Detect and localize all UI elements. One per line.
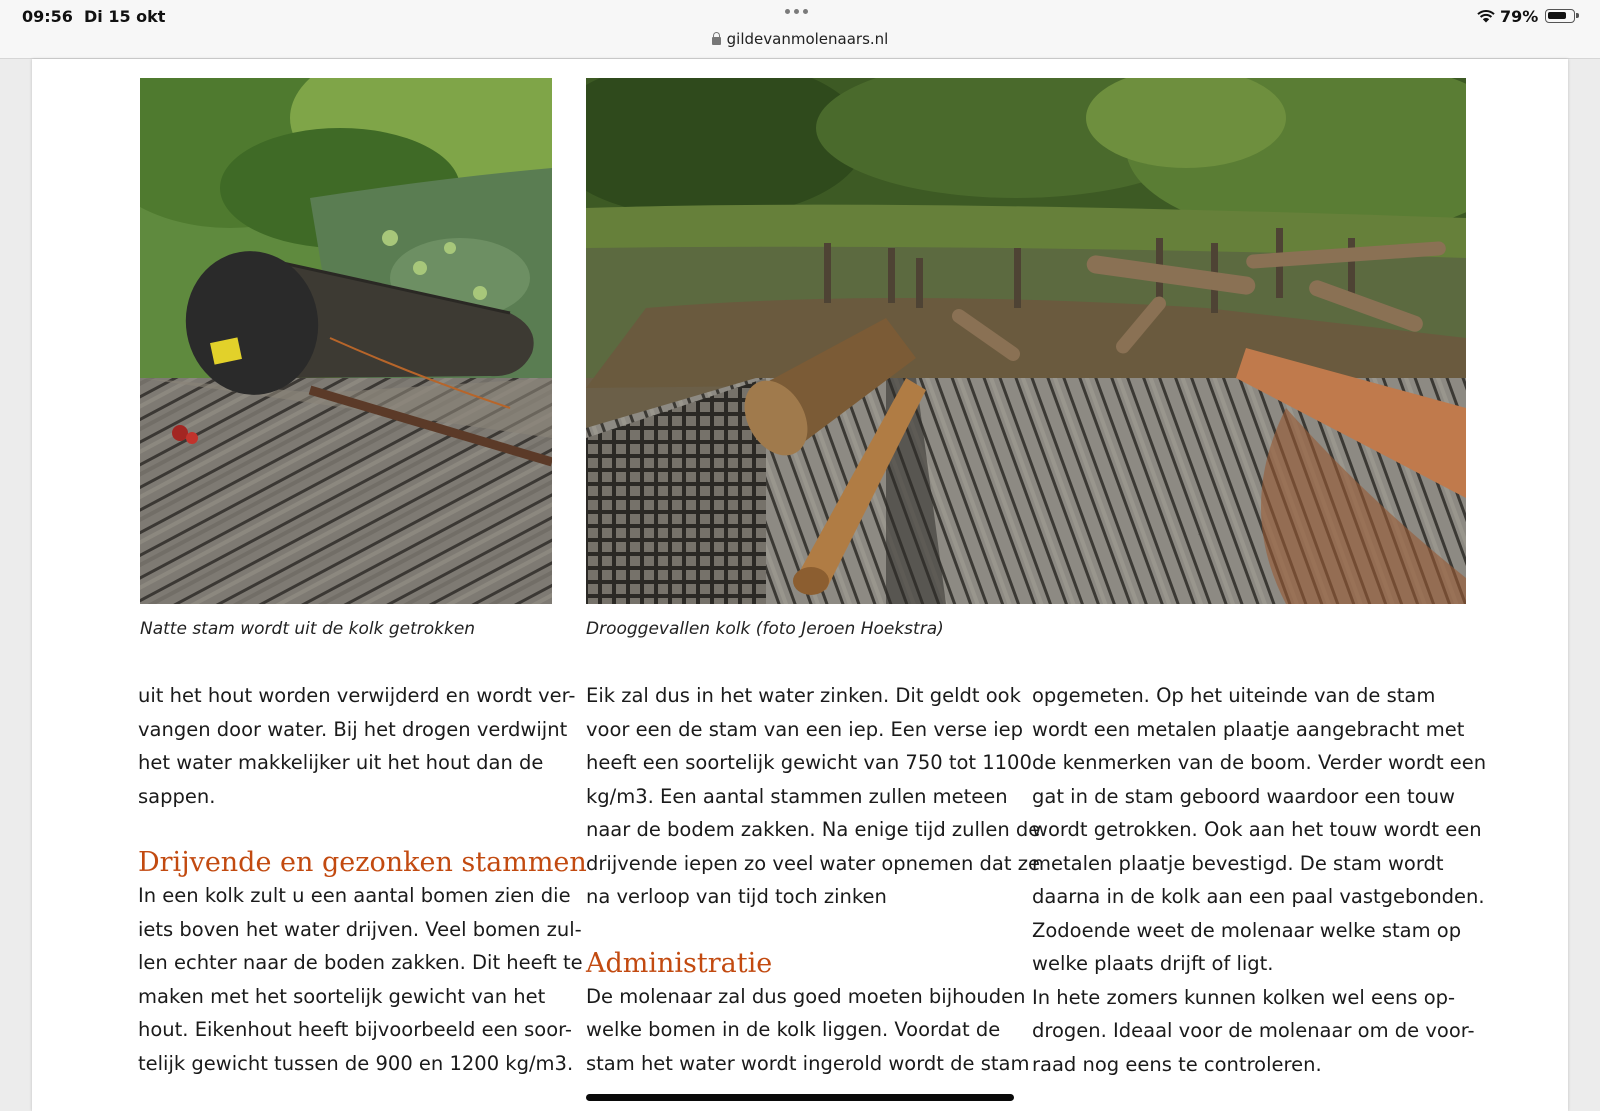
text-line: daarna in de kolk aan een paal vastgebonden. [1032,885,1485,908]
text-line: len echter naar de boden zakken. Dit heeft te [138,951,583,974]
text-line: Eik zal dus in het water zinken. Dit geldt ook [586,684,1021,707]
text-line: hout. Eikenhout heeft bijvoorbeeld een soor- [138,1018,572,1041]
text-line: drijvende iepen zo veel water opnemen dat ze [586,851,1040,875]
battery-fill [1548,12,1566,19]
status-bar [0,0,1600,59]
photo-wet-log [140,78,552,604]
text-line: sappen. [138,784,216,808]
text-line: uit het hout worden verwijderd en wordt ver- [138,684,576,707]
text-line: telijk gewicht tussen de 900 en 1200 kg/m3. [138,1051,574,1075]
article-column-3 [1032,679,1487,1081]
text-line: iets boven het water drijven. Veel bomen zul- [138,917,582,941]
text-line: kg/m3. Een aantal stammen zullen meteen [586,784,1008,808]
photo-dry-pond [586,78,1466,604]
text-line: heeft een soortelijk gewicht van 750 tot 1100 [586,751,1032,774]
text-line: Zodoende weet de molenaar welke stam op [1032,918,1462,942]
text-line: naar de bodem zakken. Na enige tijd zullen de [586,818,1041,841]
more-options-icon[interactable] [785,9,808,14]
article-column-1 [138,679,587,1080]
text-line: welke bomen in de kolk liggen. Voordat de [586,1018,1001,1041]
text-line: de kenmerken van de boom. Verder wordt een [1032,751,1487,774]
text-line: raad nog eens te controleren. [1032,1052,1322,1076]
section-heading-drijvende: Drijvende en gezonken stammen [138,847,587,878]
text-line: welke plaats drijft of ligt. [1032,952,1274,975]
column1-paragraph-2 [138,879,583,1080]
address-bar[interactable] [0,30,1600,48]
text-line: vangen door water. Bij het drogen verdwijnt [138,717,568,741]
status-date: Di 15 okt [84,7,166,26]
document-page [32,59,1568,1111]
text-line: De molenaar zal dus goed moeten bijhouden [586,984,1026,1008]
status-time: 09:56 [22,7,73,26]
text-line: gat in de stam geboord waardoor een touw [1032,784,1455,808]
column1-paragraph-1 [138,679,576,813]
text-line: wordt getrokken. Ook aan het touw wordt een [1032,818,1482,841]
text-line: maken met het soortelijk gewicht van het [138,984,546,1008]
article-column-2 [586,679,1041,1080]
text-line: In hete zomers kunnen kolken wel eens op- [1032,985,1456,1009]
text-line: na verloop van tijd toch zinken [586,885,887,908]
column2-paragraph-1 [586,679,1041,914]
column2-paragraph-2 [586,980,1030,1081]
column3-paragraph-1 [1032,679,1487,1081]
text-line: In een kolk zult u een aantal bomen zien die [138,884,571,907]
text-line: opgemeten. Op het uiteinde van de stam [1032,684,1436,707]
wifi-icon [1476,9,1496,23]
battery-icon [1545,9,1575,23]
text-line: voor een de stam van een iep. Een verse iep [586,717,1024,741]
text-line: drogen. Ideaal voor de molenaar om de voor- [1032,1019,1475,1042]
caption-right: Drooggevallen kolk (foto Jeroen Hoekstra) [586,619,944,639]
section-heading-administratie: Administratie [586,947,773,979]
lock-icon [712,37,721,45]
text-line: metalen plaatje bevestigd. De stam wordt [1032,851,1444,875]
caption-left: Natte stam wordt uit de kolk getrokken [140,619,476,639]
home-indicator[interactable] [586,1094,1014,1101]
text-line: wordt een metalen plaatje aangebracht met [1032,717,1465,741]
url-text: gildevanmolenaars.nl [726,30,889,48]
text-line: stam het water wordt ingerold wordt de stam [586,1051,1030,1075]
text-line: het water makkelijker uit het hout dan de [138,751,544,774]
battery-percent: 79% [1500,7,1539,26]
